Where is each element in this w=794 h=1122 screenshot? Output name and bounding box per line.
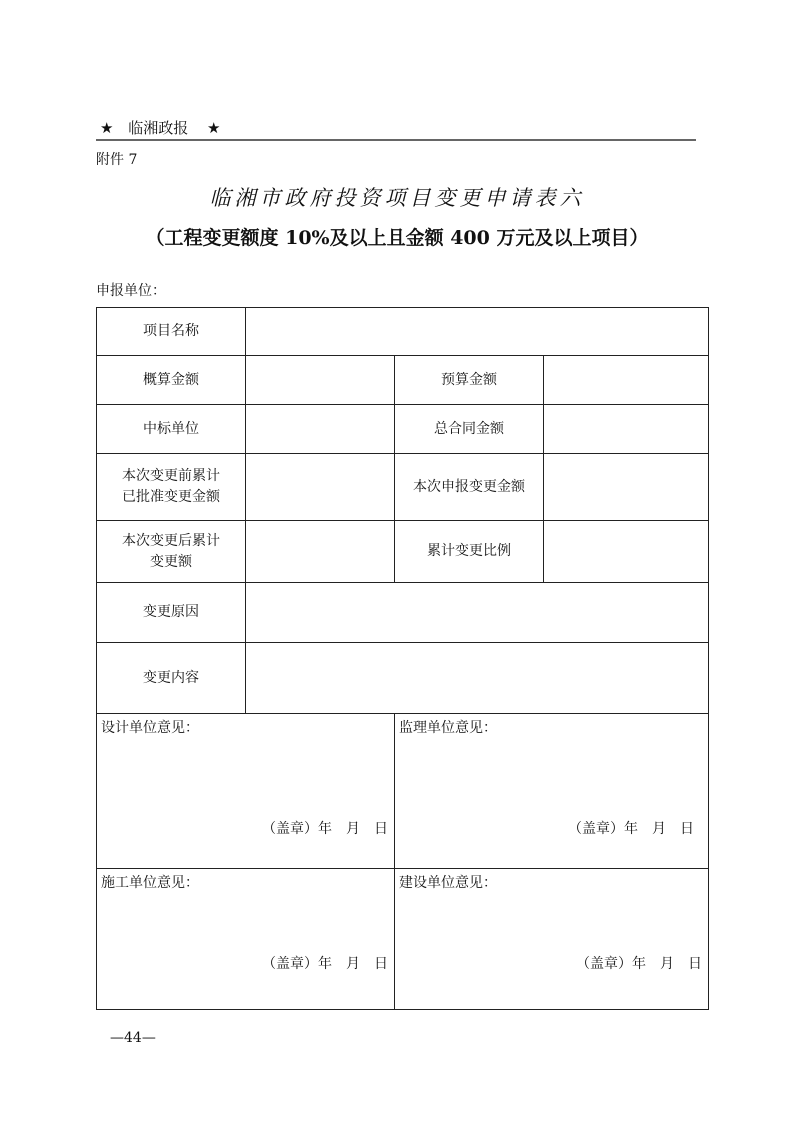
- field-total-contract[interactable]: [543, 404, 709, 454]
- label-prior-approved: [96, 453, 246, 521]
- form-title: 临湘市政府投资项目变更申请表六: [209, 186, 585, 210]
- label-total-contract: 总合同金额: [394, 404, 544, 454]
- label-line: 变更额: [150, 553, 192, 570]
- label-estimate-amount: 概算金额: [96, 355, 246, 405]
- label-line: 已批准变更金额: [122, 489, 220, 505]
- star-icon: ★: [100, 119, 114, 137]
- stamp-date: （盖章）年 月 日: [262, 956, 388, 972]
- field-current-change[interactable]: [543, 453, 709, 521]
- star-icon: ★: [207, 119, 221, 137]
- attachment-label: 附件 7: [96, 152, 138, 168]
- stamp-date: （盖章）年 月 日: [576, 956, 702, 972]
- label-line: 本次变更后累计: [122, 532, 220, 549]
- applicant-label: 申报单位：: [96, 283, 166, 299]
- owner-opinion-label: 建设单位意见：: [399, 875, 497, 891]
- field-estimate-amount[interactable]: [245, 355, 395, 405]
- stamp-date: （盖章）年 月 日: [568, 821, 694, 837]
- field-cumulative-ratio[interactable]: [543, 520, 709, 583]
- label-current-change: 本次申报变更金额: [394, 453, 544, 521]
- design-opinion-label: 设计单位意见：: [101, 720, 199, 736]
- header-title: 临湘政报: [128, 119, 189, 137]
- label-project-name: 项目名称: [96, 307, 246, 356]
- running-header: [100, 117, 220, 138]
- stamp-date: （盖章）年 月 日: [262, 821, 388, 837]
- field-after-total[interactable]: [245, 520, 395, 583]
- construction-opinion-label: 施工单位意见：: [101, 875, 199, 891]
- label-after-total: [96, 520, 246, 583]
- label-change-reason: 变更原因: [96, 582, 246, 643]
- field-prior-approved[interactable]: [245, 453, 395, 521]
- label-budget-amount: 预算金额: [394, 355, 544, 405]
- label-cumulative-ratio: 累计变更比例: [394, 520, 544, 583]
- field-change-content[interactable]: [245, 642, 709, 714]
- field-project-name[interactable]: [245, 307, 709, 356]
- field-winning-bidder[interactable]: [245, 404, 395, 454]
- supervision-opinion-label: 监理单位意见：: [399, 720, 497, 736]
- field-budget-amount[interactable]: [543, 355, 709, 405]
- supervision-opinion-box[interactable]: [394, 713, 709, 869]
- page-number: —44—: [110, 1030, 156, 1046]
- field-change-reason[interactable]: [245, 582, 709, 643]
- form-subtitle: （工程变更额度 10%及以上且金额 400 万元及以上项目）: [145, 227, 649, 249]
- label-winning-bidder: 中标单位: [96, 404, 246, 454]
- label-line: 本次变更前累计: [122, 468, 220, 484]
- header-rule: [96, 139, 696, 141]
- label-change-content: 变更内容: [96, 642, 246, 714]
- design-opinion-box[interactable]: [96, 713, 395, 869]
- construction-opinion-box[interactable]: [96, 868, 395, 1010]
- owner-opinion-box[interactable]: [394, 868, 709, 1010]
